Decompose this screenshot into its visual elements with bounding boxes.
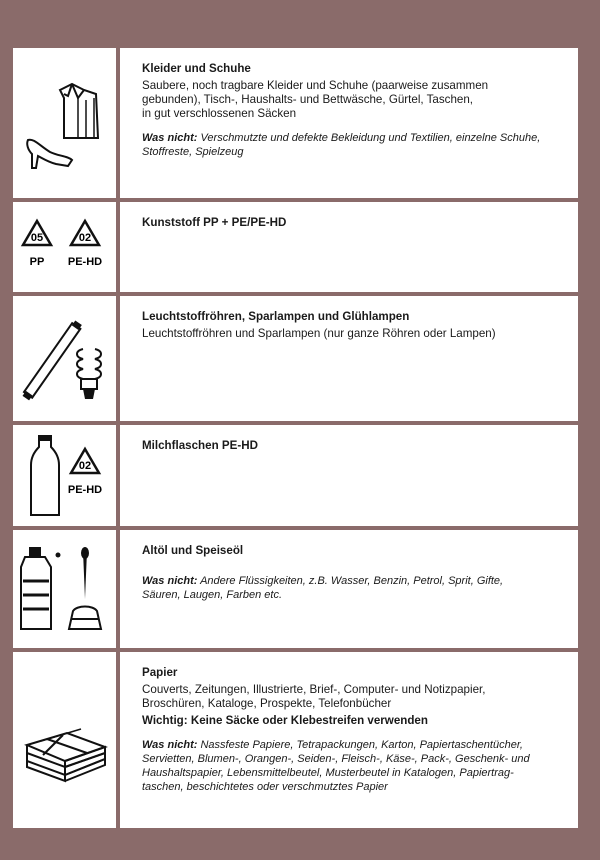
- milk-bottle-icon: [13, 425, 116, 526]
- lamps-icon: [13, 296, 116, 421]
- row-title: Altöl und Speiseöl: [142, 544, 244, 557]
- row-plastic: [13, 202, 578, 292]
- recycle-code-label: PE-HD: [67, 256, 102, 268]
- recycling-triangle-icon: [71, 221, 99, 245]
- exclusion-text: Verschmutzte und defekte Bekleidung und Textilien, einzelne Schuhe, Stoffreste, Spielzeug: [142, 132, 541, 158]
- row-milk: [13, 425, 578, 526]
- recycling-triangle-icon: [23, 221, 51, 245]
- row-title: Kleider und Schuhe: [142, 62, 251, 75]
- recycle-code-number: 05: [30, 232, 43, 244]
- row-exclusions: [142, 574, 568, 602]
- recycle-code-number: 02: [78, 459, 91, 472]
- clothes-shoe-icon: [13, 48, 116, 198]
- row-description: Saubere, noch tragbare Kleider und Schuhe (paarweise zusammen gebunden), Tisch-, Haushalts- und Bettwäsche, Gürtel, Taschen, in gut verschlossenen Säcken: [142, 79, 489, 120]
- row-clothes: [13, 48, 578, 198]
- row-oil-text: [120, 530, 578, 648]
- row-description: Couverts, Zeitungen, Illustrierte, Brief-, Computer- und Notizpapier, Broschüren, Kataloge, Prospekte, Telefonbücher: [142, 683, 486, 710]
- row-milk-text: [120, 425, 578, 526]
- recycle-code-number: 02: [78, 232, 91, 244]
- recycle-code-label: PE-HD: [67, 483, 102, 496]
- row-paper: [13, 652, 578, 828]
- row-clothes-text: [120, 48, 578, 198]
- row-title: Papier: [142, 666, 178, 679]
- recycle-code-label: PP: [29, 256, 44, 268]
- row-description: Leuchtstoffröhren und Sparlampen (nur ganze Röhren oder Lampen): [142, 327, 496, 340]
- row-exclusions: [142, 131, 568, 159]
- exclusion-label: Was nicht:: [142, 132, 198, 144]
- recycling-table: [13, 43, 578, 828]
- row-oil: [13, 530, 578, 648]
- row-exclusions: [142, 738, 568, 794]
- row-lamps: [13, 296, 578, 421]
- row-lamps-text: [120, 296, 578, 421]
- exclusion-text: Nassfeste Papiere, Tetrapackungen, Karton, Papiertaschentücher, Servietten, Blumen-, Orangen-, Seiden-, Fleisch-, Käse-, Pack-, Geschenk- und Haushaltspapier, Lebensmittelbeutel, Musterbeutel in Katalogen, Papiertrag- taschen, beschichtetes oder verschmutztes Papier: [142, 739, 530, 793]
- paper-stack-icon: [13, 652, 116, 828]
- row-title: Milchflaschen PE-HD: [142, 439, 258, 452]
- row-paper-text: [120, 652, 578, 828]
- row-title: Kunststoff PP + PE/PE-HD: [142, 216, 287, 229]
- oil-cans-icon: [13, 530, 116, 648]
- exclusion-label: Was nicht:: [142, 739, 198, 751]
- row-warning: Wichtig: Keine Säcke oder Klebestreifen verwenden: [142, 714, 428, 727]
- row-plastic-text: [120, 202, 578, 292]
- row-title: Leuchtstoffröhren, Sparlampen und Glühlampen: [142, 310, 410, 323]
- exclusion-text: Andere Flüssigkeiten, z.B. Wasser, Benzin, Petrol, Sprit, Gifte, Säuren, Laugen, Farben etc.: [142, 575, 504, 601]
- exclusion-label: Was nicht:: [142, 575, 198, 587]
- recycling-codes-icon: [13, 202, 116, 292]
